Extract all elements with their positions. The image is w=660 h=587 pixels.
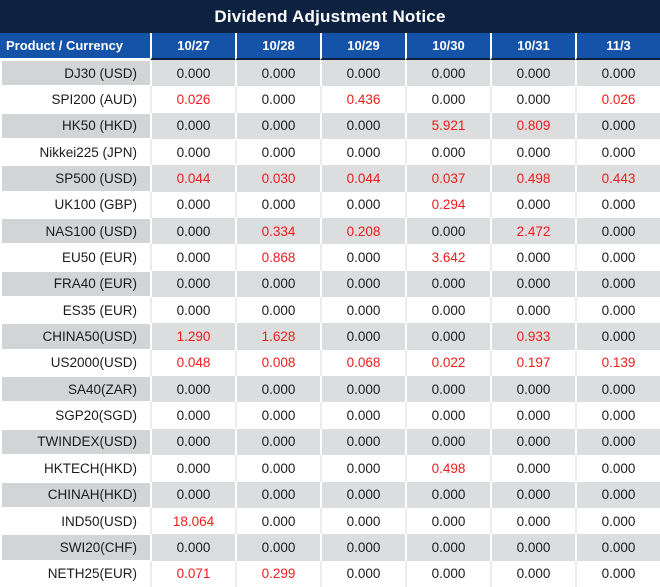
value-cell: 0.000 (405, 429, 490, 455)
value-cell: 0.068 (320, 350, 405, 376)
value-cell: 0.139 (575, 350, 660, 376)
product-cell: SP500 (USD) (0, 165, 150, 191)
value-cell: 0.208 (320, 218, 405, 244)
date-header-4: 10/31 (490, 33, 575, 60)
value-cell: 0.000 (575, 218, 660, 244)
value-cell: 0.000 (320, 192, 405, 218)
value-cell: 0.000 (235, 429, 320, 455)
value-cell: 0.197 (490, 350, 575, 376)
value-cell: 0.000 (490, 271, 575, 297)
page-title: Dividend Adjustment Notice (0, 0, 660, 33)
value-cell: 0.000 (320, 482, 405, 508)
value-cell: 18.064 (150, 508, 235, 534)
value-cell: 0.000 (490, 244, 575, 270)
value-cell: 0.000 (150, 402, 235, 428)
value-cell: 0.000 (405, 534, 490, 560)
value-cell: 0.000 (490, 482, 575, 508)
value-cell: 0.000 (320, 297, 405, 323)
value-cell: 0.000 (490, 402, 575, 428)
value-cell: 0.000 (235, 86, 320, 112)
value-cell: 0.000 (490, 429, 575, 455)
value-cell: 0.000 (150, 482, 235, 508)
value-cell: 0.000 (490, 297, 575, 323)
value-cell: 0.000 (575, 192, 660, 218)
date-header-5: 11/3 (575, 33, 660, 60)
date-header-3: 10/30 (405, 33, 490, 60)
value-cell: 0.000 (150, 244, 235, 270)
value-cell: 0.008 (235, 350, 320, 376)
value-cell: 0.000 (405, 482, 490, 508)
value-cell: 1.290 (150, 323, 235, 349)
product-cell: NAS100 (USD) (0, 218, 150, 244)
product-cell: NETH25(EUR) (47, 566, 137, 582)
value-cell: 2.472 (490, 218, 575, 244)
value-cell: 0.000 (575, 113, 660, 139)
value-cell: 0.498 (490, 165, 575, 191)
value-cell: 0.000 (490, 508, 575, 534)
table-row (0, 192, 660, 218)
table-row (0, 86, 660, 112)
product-cell: HK50 (HKD) (0, 113, 150, 139)
table-row (0, 508, 660, 534)
product-cell: Nikkei225 (JPN) (39, 144, 137, 160)
value-cell: 0.000 (320, 534, 405, 560)
value-cell: 0.071 (150, 561, 235, 587)
value-cell: 0.000 (235, 139, 320, 165)
value-cell: 0.000 (320, 139, 405, 165)
value-cell: 0.000 (405, 86, 490, 112)
value-cell: 0.000 (490, 455, 575, 481)
value-cell: 0.048 (150, 350, 235, 376)
value-cell: 0.000 (235, 271, 320, 297)
value-cell: 0.000 (575, 139, 660, 165)
value-cell: 0.334 (235, 218, 320, 244)
value-cell: 0.026 (575, 86, 660, 112)
table-row (0, 402, 660, 428)
value-cell: 0.000 (575, 297, 660, 323)
table-body (0, 60, 660, 587)
product-cell: HKTECH(HKD) (44, 460, 137, 476)
value-cell: 0.000 (405, 323, 490, 349)
value-cell: 0.000 (150, 455, 235, 481)
value-cell: 0.000 (235, 297, 320, 323)
value-cell: 0.044 (150, 165, 235, 191)
value-cell: 0.000 (235, 60, 320, 86)
product-cell: CHINA50(USD) (0, 323, 150, 349)
value-cell: 0.000 (150, 192, 235, 218)
value-cell: 0.000 (405, 60, 490, 86)
table-row (0, 244, 660, 270)
table-row (0, 60, 660, 86)
value-cell: 0.030 (235, 165, 320, 191)
product-cell: UK100 (GBP) (54, 197, 137, 213)
value-cell: 0.000 (575, 376, 660, 402)
value-cell: 0.000 (150, 218, 235, 244)
value-cell: 0.000 (150, 297, 235, 323)
value-cell: 0.000 (575, 429, 660, 455)
table-row (0, 113, 660, 139)
value-cell: 0.000 (320, 60, 405, 86)
value-cell: 0.000 (320, 244, 405, 270)
product-cell: SGP20(SGD) (55, 408, 137, 424)
date-header-0: 10/27 (150, 33, 235, 60)
value-cell: 0.026 (150, 86, 235, 112)
table-row (0, 350, 660, 376)
product-cell: EU50 (EUR) (61, 250, 137, 266)
value-cell: 1.628 (235, 323, 320, 349)
value-cell: 5.921 (405, 113, 490, 139)
table-row (0, 165, 660, 191)
date-header-2: 10/29 (320, 33, 405, 60)
value-cell: 0.000 (490, 192, 575, 218)
value-cell: 0.000 (490, 561, 575, 587)
product-cell: IND50(USD) (61, 513, 137, 529)
table-row (0, 482, 660, 508)
table-row (0, 376, 660, 402)
value-cell: 0.000 (405, 271, 490, 297)
value-cell: 0.000 (235, 402, 320, 428)
table-row (0, 561, 660, 587)
value-cell: 0.000 (235, 508, 320, 534)
value-cell: 3.642 (405, 244, 490, 270)
product-cell: US2000(USD) (50, 355, 137, 371)
value-cell: 0.000 (405, 376, 490, 402)
value-cell: 0.044 (320, 165, 405, 191)
value-cell: 0.000 (405, 402, 490, 428)
value-cell: 0.000 (235, 534, 320, 560)
value-cell: 0.000 (150, 429, 235, 455)
value-cell: 0.000 (490, 86, 575, 112)
value-cell: 0.443 (575, 165, 660, 191)
product-cell: ES35 (EUR) (62, 302, 137, 318)
value-cell: 0.000 (490, 376, 575, 402)
value-cell: 0.000 (235, 482, 320, 508)
value-cell: 0.000 (150, 113, 235, 139)
value-cell: 0.000 (405, 297, 490, 323)
value-cell: 0.933 (490, 323, 575, 349)
product-cell: DJ30 (USD) (0, 60, 150, 86)
value-cell: 0.000 (320, 113, 405, 139)
date-header-1: 10/28 (235, 33, 320, 60)
value-cell: 0.022 (405, 350, 490, 376)
value-cell: 0.000 (235, 455, 320, 481)
value-cell: 0.809 (490, 113, 575, 139)
table-row (0, 271, 660, 297)
value-cell: 0.000 (320, 402, 405, 428)
value-cell: 0.037 (405, 165, 490, 191)
product-cell: SWI20(CHF) (0, 534, 150, 560)
table-header-row (0, 33, 660, 60)
table-row (0, 218, 660, 244)
value-cell: 0.000 (320, 508, 405, 534)
value-cell: 0.498 (405, 455, 490, 481)
value-cell: 0.000 (150, 376, 235, 402)
value-cell: 0.000 (575, 244, 660, 270)
value-cell: 0.000 (575, 561, 660, 587)
value-cell: 0.000 (320, 429, 405, 455)
value-cell: 0.000 (575, 508, 660, 534)
table-row (0, 297, 660, 323)
value-cell: 0.000 (575, 455, 660, 481)
product-currency-header: Product / Currency (0, 33, 150, 60)
value-cell: 0.000 (320, 561, 405, 587)
value-cell: 0.299 (235, 561, 320, 587)
value-cell: 0.000 (575, 271, 660, 297)
table-row (0, 534, 660, 560)
value-cell: 0.000 (575, 402, 660, 428)
product-cell: CHINAH(HKD) (0, 482, 150, 508)
value-cell: 0.000 (235, 376, 320, 402)
value-cell: 0.436 (320, 86, 405, 112)
value-cell: 0.000 (490, 139, 575, 165)
product-cell: FRA40 (EUR) (0, 271, 150, 297)
value-cell: 0.000 (405, 139, 490, 165)
table-row (0, 429, 660, 455)
product-cell: TWINDEX(USD) (0, 429, 150, 455)
value-cell: 0.000 (150, 271, 235, 297)
value-cell: 0.000 (320, 455, 405, 481)
product-cell: SPI200 (AUD) (51, 92, 137, 108)
value-cell: 0.000 (320, 323, 405, 349)
value-cell: 0.000 (235, 192, 320, 218)
value-cell: 0.000 (150, 534, 235, 560)
product-cell: SA40(ZAR) (0, 376, 150, 402)
value-cell: 0.000 (320, 376, 405, 402)
value-cell: 0.000 (150, 139, 235, 165)
value-cell: 0.000 (320, 271, 405, 297)
value-cell: 0.000 (490, 534, 575, 560)
value-cell: 0.000 (575, 482, 660, 508)
value-cell: 0.000 (490, 60, 575, 86)
value-cell: 0.000 (405, 218, 490, 244)
value-cell: 0.000 (405, 561, 490, 587)
value-cell: 0.000 (575, 60, 660, 86)
table-row (0, 455, 660, 481)
table-row (0, 323, 660, 349)
value-cell: 0.868 (235, 244, 320, 270)
value-cell: 0.000 (575, 534, 660, 560)
value-cell: 0.000 (235, 113, 320, 139)
value-cell: 0.000 (575, 323, 660, 349)
value-cell: 0.294 (405, 192, 490, 218)
value-cell: 0.000 (405, 508, 490, 534)
value-cell: 0.000 (150, 60, 235, 86)
table-row (0, 139, 660, 165)
